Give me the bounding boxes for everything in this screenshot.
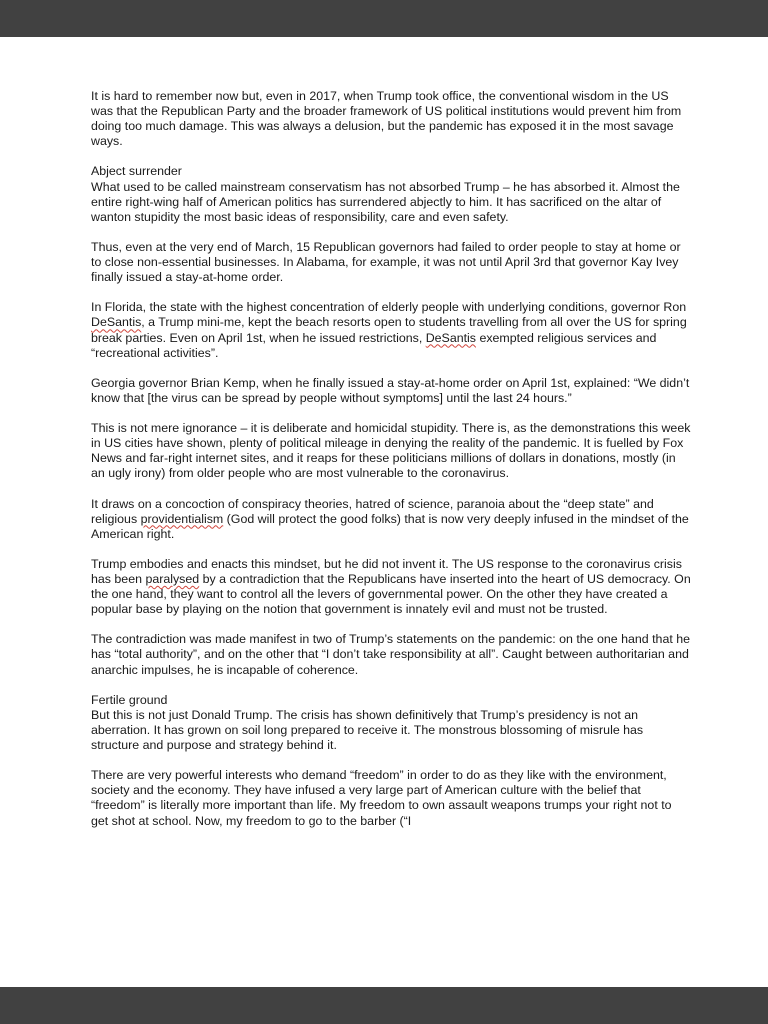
paragraph-8-text-a: Trump embodies and enacts this mindset, but he did not invent it. The US response to the coronavirus crisis has been — [91, 556, 682, 586]
paragraph-8 — [91, 557, 691, 617]
paragraph-11-text: There are very powerful interests who demand “freedom” in order to do as they like with the environment, society and the economy. They have infused a very large part of American culture with the belief that “freedom” is literally more important than life. My freedom to own assault weapons trumps your right not to get shot at school. Now, my freedom to go to the barber (“I — [91, 768, 672, 828]
paragraph-4-text-e: exempted religious services and “recreational activities”. — [91, 330, 657, 360]
paragraph-4-text-a: In Florida, the state with the highest concentration of elderly people with underlying conditions, governor Ron — [91, 300, 687, 315]
document-page — [0, 37, 768, 987]
section-heading-fertile-ground: Fertile ground — [91, 692, 168, 707]
paragraph-2-text: What used to be called mainstream conservatism has not absorbed Trump – he has absorbed it. Almost the entire right-wing half of American politics has surrendered abjectly to him. It has sacrificed on the altar of wanton stupidity the most basic ideas of responsibility, care and even safety. — [91, 179, 680, 224]
paragraph-7-text-c: (God will protect the good folks) that is now very deeply infused in the mindset of the American right. — [91, 511, 689, 541]
section-abject-surrender — [91, 164, 691, 224]
paragraph-7 — [91, 497, 691, 542]
paragraph-3-text: Thus, even at the very end of March, 15 Republican governors had failed to order people to stay at home or to close non-essential businesses. In Alabama, for example, it was not until April 3rd that governor Kay Ivey finally issued a stay-at-home order. — [91, 239, 681, 285]
paragraph-9 — [91, 632, 691, 677]
bottom-toolbar — [0, 987, 768, 1024]
spellcheck-word-paralysed[interactable]: paralysed — [145, 572, 200, 586]
paragraph-4-text-c: , a Trump mini-me, kept the beach resorts open to students travelling from all over the US for spring break parties. Even on April 1st, when he issued restrictions, — [91, 315, 687, 345]
paragraph-5 — [91, 376, 691, 406]
spellcheck-word-desantis[interactable]: DeSantis — [91, 315, 142, 330]
section-fertile-ground — [91, 693, 691, 753]
paragraph-11 — [91, 768, 691, 828]
paragraph-7-text-a: It draws on a concoction of conspiracy theories, hatred of science, paranoia about the “deep state” and religious — [91, 496, 654, 526]
paragraph-4 — [91, 300, 691, 360]
paragraph-9-text: The contradiction was made manifest in two of Trump’s statements on the pandemic: on the one hand that he has “total authority”, and on the other that “I don’t take responsibility at all”. Caught between authoritarian and anarchic impulses, he is incapable of coherence. — [91, 632, 690, 677]
spellcheck-word-desantis-2[interactable]: DeSantis — [425, 330, 476, 345]
spellcheck-word-providentialism[interactable]: providentialism — [140, 511, 224, 526]
top-toolbar — [0, 0, 768, 37]
paragraph-5-text: Georgia governor Brian Kemp, when he finally issued a stay-at-home order on April 1st, explained: “We didn’t know that [the virus can be spread by people without symptoms] until the last 24 hours.” — [91, 375, 690, 405]
section-heading-abject-surrender: Abject surrender — [91, 164, 182, 179]
paragraph-1 — [91, 89, 691, 149]
paragraph-8-text-c: by a contradiction that the Republicans have inserted into the heart of US democracy. On the one hand, they want to control all the levers of governmental power. On the other they have created a popular base by playing on the notion that government is innately evil and must not be trusted. — [91, 572, 691, 617]
paragraph-1-text: It is hard to remember now but, even in 2017, when Trump took office, the conventional wisdom in the US was that the Republican Party and the broader framework of US political institutions would prevent him from doing too much damage. This was always a delusion, but the pandemic has exposed it in the most savage ways. — [91, 89, 682, 149]
paragraph-3 — [91, 240, 691, 285]
paragraph-6 — [91, 421, 691, 481]
paragraph-10-text: But this is not just Donald Trump. The crisis has shown definitively that Trump’s presidency is not an aberration. It has grown on soil long prepared to receive it. The monstrous blossoming of misrule has structure and purpose and strategy behind it. — [91, 707, 644, 753]
document-body — [91, 89, 691, 844]
paragraph-6-text: This is not mere ignorance – it is deliberate and homicidal stupidity. There is, as the demonstrations this week in US cities have shown, plenty of political mileage in denying the reality of the pandemic. It is fuelled by Fox News and far-right internet sites, and it reaps for these politicians millions of dollars in donations, mostly (in an ugly irony) from older people who are most vulnerable to the coronavirus. — [91, 421, 691, 481]
